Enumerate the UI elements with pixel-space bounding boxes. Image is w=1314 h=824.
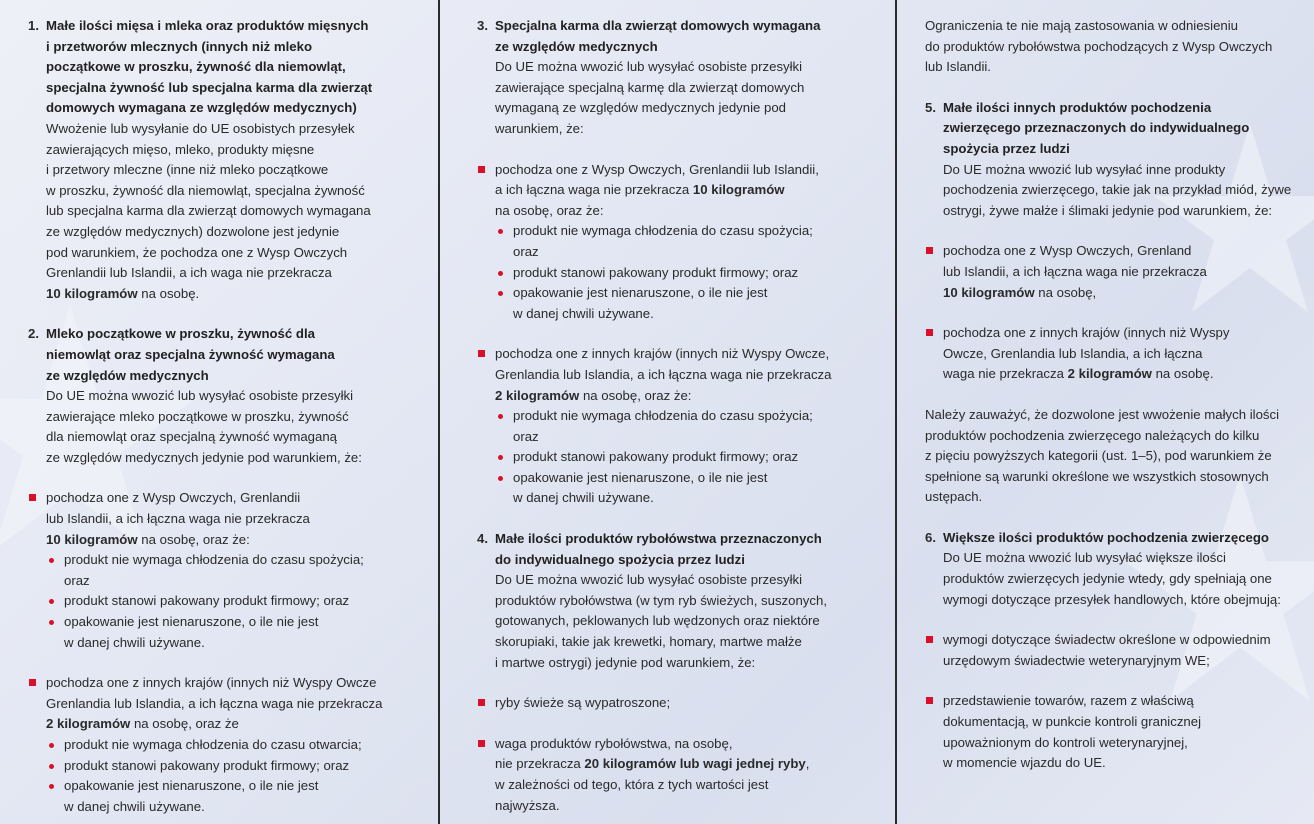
bullet-item: [477, 693, 887, 714]
bullet-line: pochodza one z Wysp Owczych, Grenlandii lub Islandii,: [495, 161, 819, 177]
section-5: [925, 98, 1305, 385]
bullet-line: Grenlandia lub Islandia, a ich łączna waga nie przekracza: [46, 695, 383, 711]
section-heading-line: Małe ilości produktów rybołówstwa przeznaczonych: [495, 531, 822, 547]
weight-limit: 10 kilogramów: [943, 284, 1035, 300]
sub-bullet-line: w danej chwili używane.: [513, 490, 654, 506]
note-line: z pięciu powyższych kategorii (ust. 1–5), pod warunkiem że: [925, 448, 1272, 464]
bullet-line: waga produktów rybołówstwa, na osobę,: [495, 735, 733, 751]
body-line: warunkiem, że:: [495, 120, 584, 136]
body-line: i przetwory mleczne (inne niż mleko początkowe: [46, 162, 329, 178]
section-heading-line: do indywidualnego spożycia przez ludzi: [495, 551, 745, 567]
weight-limit: 2 kilogramów: [495, 387, 580, 403]
body-line: lub specjalna karma dla zwierząt domowych wymagana: [46, 203, 371, 219]
sub-bullet-line: opakowanie jest nienaruszone, o ile nie jest: [513, 285, 768, 301]
body-line: Grenlandii lub Islandii, a ich waga nie przekracza: [46, 265, 332, 281]
bullet-line: [495, 180, 887, 201]
sub-bullet-line: produkt nie wymaga chłodzenia do czasu spożycia;: [64, 552, 364, 568]
weight-suffix: na osobę.: [1151, 366, 1214, 382]
section-heading-line: specjalna żywność lub specjalna karma dla zwierząt: [46, 79, 373, 95]
sub-bullet-line: w danej chwili używane.: [64, 798, 205, 814]
sub-bullet-line: w danej chwili używane.: [64, 634, 205, 650]
section-4: [477, 529, 887, 816]
body-line: ostrygi, żywe małże i ślimaki jedynie pod warunkiem, że:: [943, 202, 1273, 218]
section-heading-line: zwierzęcego przeznaczonych do indywidualnego: [943, 120, 1250, 136]
red-dot-bullet-icon: [49, 764, 54, 769]
bullet-line: [943, 283, 1305, 304]
red-dot-bullet-icon: [49, 558, 54, 563]
sub-bullet-line: produkt stanowi pakowany produkt firmowy; oraz: [513, 264, 799, 280]
weight-suffix: na osobę, oraz że:: [137, 531, 250, 547]
sub-bullet-item: [495, 283, 887, 324]
sub-bullet-line: opakowanie jest nienaruszone, o ile nie jest: [64, 778, 319, 794]
bullet-line: w zależności od tego, która z tych wartości jest: [495, 777, 769, 792]
sub-bullet-item: [495, 263, 887, 284]
bullet-line: wymogi dotyczące świadectw określone w odpowiednim: [943, 632, 1271, 648]
red-square-bullet-icon: [478, 166, 485, 173]
section-number: 1.: [28, 18, 39, 33]
bullet-line: pochodza one z Wysp Owczych, Grenlandii: [46, 490, 301, 506]
bullet-line: na osobę, oraz że:: [495, 202, 604, 218]
bullet-line: lub Islandii, a ich łączna waga nie przekracza: [943, 263, 1207, 279]
section-number: 6.: [925, 529, 936, 545]
weight-suffix: na osobę, oraz że: [130, 716, 239, 732]
bullet-line: [495, 386, 887, 407]
sub-bullet-line: produkt nie wymaga chłodzenia do czasu spożycia;: [513, 223, 813, 239]
bullet-line: przedstawienie towarów, razem z właściwą: [943, 693, 1194, 709]
body-line: wymogi dotyczące przesyłek handlowych, które obejmują:: [943, 591, 1281, 607]
red-dot-bullet-icon: [498, 271, 503, 276]
bullet-text: ,: [805, 756, 810, 772]
bullet-text: waga nie przekracza: [943, 366, 1068, 382]
red-square-bullet-icon: [926, 247, 933, 254]
column-3: [925, 16, 1305, 774]
section-heading-line: Większe ilości produktów pochodzenia zwierzęcego: [943, 529, 1269, 545]
bullet-line: [46, 530, 428, 551]
section-heading-line: niemowląt oraz specjalna żywność wymagana: [46, 346, 335, 362]
body-line: Do UE można wwozić lub wysyłać osobiste przesyłki: [46, 388, 354, 404]
bullet-line: lub Islandii, a ich łączna waga nie przekracza: [46, 511, 310, 527]
bullet-line: ryby świeże są wypatroszone;: [495, 695, 671, 711]
column-2: [477, 16, 887, 816]
weight-limit: 10 kilogramów: [46, 531, 138, 547]
sub-bullet-line: produkt stanowi pakowany produkt firmowy; oraz: [513, 449, 799, 465]
body-line: pod warunkiem, że pochodza one z Wysp Owczych: [46, 244, 348, 260]
intro-line: Ograniczenia te nie mają zastosowania w odniesieniu: [925, 18, 1239, 33]
bullet-item: [925, 241, 1305, 303]
sub-bullet-item: [46, 756, 428, 777]
sub-bullet-line: produkt stanowi pakowany produkt firmowy; oraz: [64, 757, 350, 773]
bullet-line: upoważnionym do kontroli weterynaryjnej,: [943, 734, 1188, 750]
section-heading-line: ze względów medycznych: [46, 367, 209, 383]
red-square-bullet-icon: [478, 699, 485, 706]
section-heading-line: Mleko początkowe w proszku, żywność dla: [46, 326, 315, 342]
bullet-line: pochodza one z innych krajów (innych niż Wyspy Owcze,: [495, 346, 830, 362]
weight-suffix: na osobę.: [137, 285, 200, 301]
bullet-line: pochodza one z Wysp Owczych, Grenland: [943, 243, 1192, 259]
bullet-item: [28, 488, 428, 653]
section-heading-line: Małe ilości innych produktów pochodzenia: [943, 99, 1212, 115]
sub-bullet-line: oraz: [64, 572, 90, 588]
sub-bullet-item: [46, 612, 428, 653]
bullet-text: a ich łączna waga nie przekracza: [495, 182, 693, 198]
section-3: [477, 16, 887, 509]
note-line: Należy zauważyć, że dozwolone jest wwożenie małych ilości: [925, 406, 1280, 422]
sub-bullet-item: [46, 776, 428, 817]
red-dot-bullet-icon: [49, 743, 54, 748]
intro-line: lub Islandii.: [925, 59, 991, 75]
red-square-bullet-icon: [926, 697, 933, 704]
sub-bullet-line: w danej chwili używane.: [513, 305, 654, 321]
sub-bullet-item: [495, 221, 887, 262]
bullet-line: [943, 364, 1305, 385]
section-heading-line: spożycia przez ludzi: [943, 140, 1070, 156]
body-line: produktów zwierzęcych jedynie wtedy, gdy spełniają one: [943, 571, 1272, 587]
body-line: produktów rybołówstwa (w tym ryb świeżych, suszonych,: [495, 592, 827, 608]
body-line: gotowanych, peklowanych lub wędzonych oraz niektóre: [495, 613, 820, 629]
note-line: spełnione są warunki określone we wszystkich stosownych: [925, 468, 1269, 484]
sub-bullet-item: [46, 591, 428, 612]
sub-bullet-line: produkt stanowi pakowany produkt firmowy; oraz: [64, 593, 350, 609]
body-line: Do UE można wwozić lub wysyłać inne produkty: [943, 161, 1226, 177]
note-line: ustępach.: [925, 489, 983, 505]
body-line: zawierające mleko początkowe w proszku, żywność: [46, 408, 349, 424]
body-line: Do UE można wwozić lub wysyłać osobiste przesyłki: [495, 572, 803, 588]
bullet-item: [925, 630, 1305, 671]
red-dot-bullet-icon: [49, 620, 54, 625]
weight-limit: 20 kilogramów lub wagi jednej ryby: [584, 756, 806, 772]
bullet-item: [477, 160, 887, 325]
sub-bullet-item: [46, 735, 428, 756]
sub-bullet-line: opakowanie jest nienaruszone, o ile nie jest: [64, 614, 319, 630]
sub-bullet-line: produkt nie wymaga chłodzenia do czasu otwarcia;: [64, 737, 362, 752]
red-square-bullet-icon: [926, 329, 933, 336]
intro-line: do produktów rybołówstwa pochodzących z Wysp Owczych: [925, 38, 1273, 54]
column-divider: [438, 0, 440, 824]
bullet-item: [477, 734, 887, 816]
bullet-item: [28, 673, 428, 817]
weight-suffix: na osobę, oraz że:: [579, 387, 692, 403]
weight-limit: 2 kilogramów: [1067, 366, 1152, 382]
section-number: 3.: [477, 18, 488, 33]
section-heading-line: Specjalna karma dla zwierząt domowych wymagana: [495, 18, 821, 33]
red-dot-bullet-icon: [498, 476, 503, 481]
column-divider: [895, 0, 897, 824]
body-line: i martwe ostrygi) jedynie pod warunkiem, że:: [495, 654, 756, 670]
bullet-item: [925, 691, 1305, 773]
bullet-line: [46, 714, 428, 735]
sub-bullet-item: [495, 447, 887, 468]
column-1: [28, 16, 428, 817]
section-6: [925, 528, 1305, 774]
body-line: zawierające specjalną karmę dla zwierząt domowych: [495, 79, 805, 95]
body-line: Do UE można wwozić lub wysyłać osobiste przesyłki: [495, 59, 803, 75]
bullet-item: [477, 344, 887, 509]
body-line: ze względów medycznych jedynie pod warunkiem, że:: [46, 449, 362, 465]
red-square-bullet-icon: [926, 636, 933, 643]
body-line: w proszku, żywność dla niemowląt, specjalna żywność: [46, 182, 365, 198]
sub-bullet-line: opakowanie jest nienaruszone, o ile nie jest: [513, 469, 768, 485]
red-dot-bullet-icon: [49, 784, 54, 789]
bullet-line: dokumentacją, w punkcie kontroli granicznej: [943, 714, 1202, 730]
red-square-bullet-icon: [29, 679, 36, 686]
body-line: pochodzenia zwierzęcego, takie jak na przykład miód, żywe: [943, 182, 1292, 198]
bullet-line: Grenlandia lub Islandia, a ich łączna waga nie przekracza: [495, 366, 832, 382]
bullet-item: [925, 323, 1305, 385]
body-line: dla niemowląt oraz specjalną żywność wymaganą: [46, 429, 338, 445]
red-square-bullet-icon: [29, 494, 36, 501]
bullet-line: urzędowym świadectwie weterynaryjnym WE;: [943, 652, 1210, 668]
weight-suffix: na osobę,: [1034, 284, 1097, 300]
section-heading-line: domowych wymagana ze względów medycznych): [46, 100, 357, 116]
bullet-line: pochodza one z innych krajów (innych niż Wyspy Owcze: [46, 675, 377, 691]
sub-bullet-line: produkt nie wymaga chłodzenia do czasu spożycia;: [513, 408, 813, 424]
section-1: [28, 16, 428, 304]
body-line: skorupiaki, takie jak krewetki, homary, martwe małże: [495, 634, 802, 650]
body-line: zawierających mięso, mleko, produkty mięsne: [46, 141, 315, 157]
section-number: 5.: [925, 99, 936, 115]
section-heading-line: i przetworów mlecznych (innych niż mleko: [46, 38, 312, 54]
red-square-bullet-icon: [478, 350, 485, 357]
sub-bullet-line: oraz: [513, 428, 539, 444]
body-line: [46, 284, 428, 305]
red-dot-bullet-icon: [49, 599, 54, 604]
bullet-line: Owcze, Grenlandia lub Islandia, a ich łączna: [943, 345, 1203, 361]
red-dot-bullet-icon: [498, 229, 503, 234]
note-line: produktów pochodzenia zwierzęcego należących do kilku: [925, 427, 1260, 443]
bullet-line: najwyższa.: [495, 797, 560, 813]
sub-bullet-item: [495, 406, 887, 447]
body-line: Do UE można wwozić lub wysyłać większe ilości: [943, 550, 1226, 566]
section-number: 4.: [477, 531, 488, 547]
section-number: 2.: [28, 326, 39, 342]
bullet-text: nie przekracza: [495, 756, 585, 772]
red-dot-bullet-icon: [498, 291, 503, 296]
bullet-line: w momencie wjazdu do UE.: [943, 755, 1106, 771]
section-heading-line: ze względów medycznych: [495, 38, 658, 54]
weight-limit: 2 kilogramów: [46, 716, 131, 732]
sub-bullet-item: [495, 468, 887, 509]
section-heading-line: początkowe w proszku, żywność dla niemowląt,: [46, 59, 346, 75]
body-line: wymaganą ze względów medycznych jedynie pod: [495, 100, 787, 116]
red-dot-bullet-icon: [498, 455, 503, 460]
body-line: ze względów medycznych) dozwolone jest jedynie: [46, 223, 340, 239]
weight-limit: 10 kilogramów: [692, 182, 785, 198]
red-dot-bullet-icon: [498, 414, 503, 419]
section-heading-line: Małe ilości mięsa i mleka oraz produktów mięsnych: [46, 18, 369, 33]
red-square-bullet-icon: [478, 740, 485, 747]
sub-bullet-item: [46, 550, 428, 591]
bullet-line: [495, 754, 887, 775]
body-line: Wwożenie lub wysyłanie do UE osobistych przesyłek: [46, 120, 355, 136]
section-2: [28, 324, 428, 817]
sub-bullet-line: oraz: [513, 243, 539, 259]
weight-limit: 10 kilogramów: [46, 285, 138, 301]
bullet-line: pochodza one z innych krajów (innych niż Wyspy: [943, 325, 1230, 341]
